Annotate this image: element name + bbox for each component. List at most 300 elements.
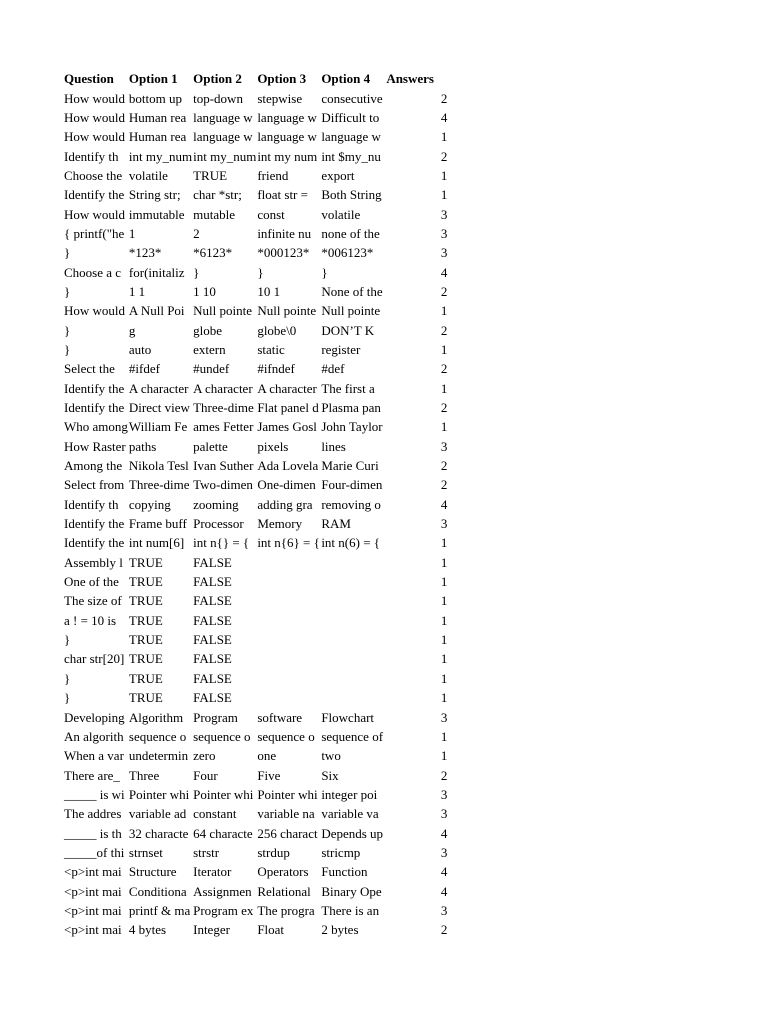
option-2-cell: int n{} = { [193,535,250,551]
option-4-cell: DON’T K [321,322,375,338]
header-option-1: Option 1 [128,71,178,87]
option-3-cell: *000123* [257,245,310,261]
option-4-cell: Depends up [321,825,384,841]
table-row [63,591,448,610]
option-2-cell: Two-dimen [193,477,253,493]
answer-cell: 2 [440,767,448,783]
table-row [63,166,448,185]
option-4-cell: stricmp [321,844,361,860]
option-2-cell: 2 [193,225,200,241]
table-row [63,611,448,630]
option-4-cell: 2 bytes [321,922,359,938]
answer-cell: 4 [440,109,448,125]
option-2-cell: language w [193,129,253,145]
table-row [63,127,448,146]
option-1-cell: Three-dime [128,477,190,493]
option-2-cell: int my_num [193,148,257,164]
answer-cell: 1 [440,167,448,183]
option-3-cell: globe\0 [257,322,297,338]
answer-cell: 2 [440,458,448,474]
answer-cell: 2 [440,922,448,938]
option-1-cell: auto [128,341,152,357]
option-2-cell: Four [193,767,218,783]
option-2-cell: Iterator [193,864,232,880]
option-3-cell: infinite nu [257,225,312,241]
option-3-cell: friend [257,167,289,183]
table-body [63,88,448,939]
option-3-cell: Pointer whi [257,786,318,802]
answer-cell: 1 [440,303,448,319]
option-3-cell [256,591,320,610]
spreadsheet [63,69,448,939]
option-4-cell: volatile [321,206,361,222]
question-cell: } [64,670,71,686]
option-1-cell: TRUE [128,593,163,609]
question-cell: The size of [64,593,122,609]
option-4-cell: Flowchart [321,709,375,725]
answer-cell: 3 [440,806,448,822]
option-1-cell: 4 bytes [128,922,167,938]
option-3-cell [256,649,320,668]
option-4-cell: Binary Ope [321,883,382,899]
table-row [63,746,448,765]
option-2-cell: 1 10 [193,283,216,299]
option-4-cell: *006123* [321,245,374,261]
question-cell: Identify the [64,516,125,532]
option-2-cell: Ivan Suther [193,458,254,474]
option-1-cell: paths [128,438,157,454]
option-1-cell: g [128,322,136,338]
option-3-cell: Null pointe [257,303,317,319]
option-4-cell [320,669,384,688]
option-3-cell [256,572,320,591]
question-cell: char str[20] [64,651,125,667]
option-2-cell: #undef [193,361,230,377]
option-1-cell: Three [128,767,160,783]
option-3-cell: 10 1 [257,283,281,299]
option-4-cell: Plasma pan [321,400,381,416]
table-row [63,533,448,552]
option-1-cell: A character [128,380,189,396]
option-3-cell: pixels [257,438,289,454]
option-4-cell [320,649,384,668]
option-4-cell [320,630,384,649]
answer-cell: 4 [440,864,448,880]
option-3-cell: software [257,709,303,725]
option-4-cell: Six [321,767,339,783]
option-4-cell [320,611,384,630]
table-row [63,881,448,900]
option-1-cell: TRUE [128,651,163,667]
option-3-cell: language w [257,129,317,145]
answer-cell: 1 [440,670,448,686]
question-cell: } [64,632,71,648]
option-2-cell: language w [193,109,253,125]
questions-table [63,69,448,939]
question-cell: When a var [64,748,124,764]
option-2-cell: FALSE [193,612,232,628]
option-4-cell: #def [321,361,345,377]
answer-cell: 2 [440,90,448,106]
question-cell: } [64,245,71,261]
option-4-cell [320,553,384,572]
answer-cell: 3 [440,516,448,532]
option-1-cell: 1 [128,225,136,241]
answer-cell: 1 [440,129,448,145]
option-2-cell: mutable [193,206,235,222]
question-cell: Identify the [64,535,125,551]
option-4-cell: none of the [321,225,380,241]
question-cell: Select from [64,477,125,493]
option-1-cell: int num[6] [128,535,185,551]
option-4-cell [320,688,384,707]
option-2-cell: sequence o [193,728,251,744]
option-2-cell: Assignmen [193,883,252,899]
table-row [63,765,448,784]
question-cell: _____ is wi [64,786,125,802]
option-3-cell: Five [257,767,281,783]
option-1-cell: immutable [128,206,185,222]
question-cell: <p>int mai [64,864,122,880]
option-3-cell: variable na [257,806,315,822]
option-1-cell: variable ad [128,806,187,822]
option-2-cell: char *str; [193,187,242,203]
option-3-cell: Ada Lovela [257,458,319,474]
answer-cell: 2 [440,322,448,338]
option-2-cell: FALSE [193,690,232,706]
option-1-cell: *123* [128,245,162,261]
option-3-cell: stepwise [257,90,303,106]
header-answers: Answers [386,71,434,87]
table-row [63,146,448,165]
answer-cell: 1 [440,612,448,628]
table-row [63,398,448,417]
option-2-cell: constant [193,806,237,822]
table-row [63,185,448,204]
option-3-cell: } [257,264,264,280]
option-4-cell: Four-dimen [321,477,383,493]
question-cell: } [64,690,71,706]
answer-cell: 2 [440,283,448,299]
option-3-cell [256,669,320,688]
question-cell: <p>int mai [64,922,122,938]
table-row [63,688,448,707]
table-row [63,514,448,533]
option-4-cell: There is an [321,902,380,918]
answer-cell: 3 [440,225,448,241]
question-cell: Choose a c [64,264,122,280]
option-4-cell: integer poi [321,786,378,802]
question-cell: An algorith [64,728,124,744]
option-3-cell: #ifndef [257,361,295,377]
option-1-cell: int my_num [128,148,193,164]
question-cell: a ! = 10 is [64,612,117,628]
question-cell: How would [64,303,126,319]
option-1-cell: Human rea [128,109,187,125]
option-3-cell [256,688,320,707]
answer-cell: 1 [440,187,448,203]
option-4-cell: The first a [321,380,375,396]
option-4-cell: Both String [321,187,382,203]
question-cell: How would [64,129,126,145]
option-1-cell: bottom up [128,90,182,106]
table-row [63,572,448,591]
option-4-cell: removing o [321,496,381,512]
question-cell: How would [64,206,126,222]
answer-cell: 3 [440,844,448,860]
option-2-cell: } [193,264,200,280]
table-row [63,707,448,726]
table-row [63,727,448,746]
table-row [63,823,448,842]
table-row [63,243,448,262]
header-option-4: Option 4 [321,71,371,87]
question-cell: The addres [64,806,122,822]
header-row [63,69,448,88]
question-cell: _____of thi [64,844,125,860]
table-row [63,340,448,359]
option-3-cell: const [257,206,285,222]
question-cell: _____ is th [64,825,122,841]
question-cell: How Raster [64,438,126,454]
answer-cell: 3 [440,438,448,454]
option-1-cell: Structure [128,864,177,880]
answer-cell: 2 [440,361,448,377]
option-1-cell: TRUE [128,612,163,628]
option-4-cell: sequence of [321,728,384,744]
option-1-cell: #ifdef [128,361,160,377]
question-cell: <p>int mai [64,902,122,918]
header-option-2: Option 2 [193,71,242,87]
option-2-cell: 64 characte [193,825,253,841]
option-4-cell: int n(6) = { [321,535,381,551]
option-1-cell: Human rea [128,129,187,145]
question-cell: How would [64,109,126,125]
table-row [63,862,448,881]
option-1-cell: printf & ma [128,902,191,918]
answer-cell: 3 [440,709,448,725]
question-cell: <p>int mai [64,883,122,899]
table-row [63,456,448,475]
option-4-cell: int $my_nu [321,148,381,164]
answer-cell: 1 [440,554,448,570]
table-row [63,224,448,243]
table-row [63,553,448,572]
option-3-cell: float str = [257,187,308,203]
answer-cell: 1 [440,419,448,435]
question-cell: Who among [64,419,128,435]
option-1-cell: TRUE [128,554,163,570]
question-cell: } [64,322,71,338]
option-1-cell: volatile [128,167,168,183]
option-4-cell: variable va [321,806,379,822]
option-4-cell [320,572,384,591]
option-2-cell: Pointer whi [193,786,254,802]
option-2-cell: strstr [193,844,220,860]
option-1-cell: TRUE [128,632,163,648]
option-2-cell: top-down [193,90,243,106]
question-cell: Identify th [64,496,119,512]
option-1-cell: Frame buff [128,516,187,532]
option-3-cell: adding gra [257,496,313,512]
option-3-cell: one [257,748,277,764]
option-3-cell: One-dimen [257,477,316,493]
answer-cell: 4 [440,825,448,841]
answer-cell: 4 [440,883,448,899]
table-row [63,108,448,127]
answer-cell: 4 [440,264,448,280]
option-2-cell: A character [193,380,253,396]
question-cell: How would [64,90,126,106]
option-3-cell: James Gosl [257,419,317,435]
answer-cell: 1 [440,651,448,667]
answer-cell: 1 [440,593,448,609]
option-2-cell: extern [193,341,226,357]
answer-cell: 3 [440,245,448,261]
option-2-cell: Program ex [193,902,254,918]
option-2-cell: Integer [193,922,230,938]
table-row [63,804,448,823]
option-3-cell: Flat panel d [257,400,319,416]
question-cell: } [64,283,71,299]
option-3-cell: The progra [257,902,315,918]
option-1-cell: A Null Poi [128,303,185,319]
option-4-cell: language w [321,129,381,145]
option-3-cell: language w [257,109,317,125]
option-2-cell: globe [193,322,222,338]
question-cell: There are_ [64,767,120,783]
option-2-cell: FALSE [193,651,232,667]
option-3-cell: Operators [257,864,309,880]
option-1-cell: TRUE [128,574,163,590]
answer-cell: 1 [440,574,448,590]
answer-cell: 1 [440,728,448,744]
option-4-cell: export [321,167,355,183]
table-row [63,204,448,223]
option-1-cell: sequence o [128,728,187,744]
option-2-cell: *6123* [193,245,233,261]
answer-cell: 1 [440,341,448,357]
option-2-cell: Program [193,709,238,725]
option-4-cell: } [321,264,328,280]
option-4-cell: Null pointe [321,303,381,319]
option-3-cell: static [257,341,285,357]
option-4-cell: consecutive [321,90,383,106]
table-row [63,262,448,281]
answer-cell: 2 [440,148,448,164]
question-cell: Identify the [64,187,125,203]
option-1-cell: Direct view [128,400,190,416]
option-4-cell: two [321,748,341,764]
answer-cell: 1 [440,535,448,551]
answer-cell: 3 [440,902,448,918]
question-cell: Identify the [64,400,125,416]
option-2-cell: FALSE [193,632,232,648]
option-3-cell: 256 charact [257,825,318,841]
option-1-cell: William Fe [128,419,188,435]
table-row [63,359,448,378]
option-1-cell: String str; [128,187,181,203]
question-cell: Developing [64,709,125,725]
header-question: Question [64,71,114,87]
option-4-cell: Marie Curi [321,458,379,474]
answer-cell: 2 [440,477,448,493]
question-cell: Select the [64,361,115,377]
option-1-cell: copying [128,496,171,512]
table-row [63,282,448,301]
option-3-cell: Relational [257,883,311,899]
option-3-cell [256,630,320,649]
option-3-cell: Float [257,922,285,938]
question-cell: Among the [64,458,123,474]
option-2-cell: zero [193,748,216,764]
question-cell: } [64,341,71,357]
answer-cell: 3 [440,206,448,222]
answer-cell: 1 [440,690,448,706]
table-row [63,669,448,688]
option-2-cell: FALSE [193,670,232,686]
question-cell: Choose the [64,167,123,183]
answer-cell: 1 [440,380,448,396]
table-row [63,920,448,939]
option-1-cell: Pointer whi [128,786,190,802]
option-4-cell: RAM [321,516,351,532]
option-4-cell: Function [321,864,368,880]
table-row [63,630,448,649]
option-4-cell: John Taylor [321,419,383,435]
answer-cell: 1 [440,632,448,648]
option-4-cell: lines [321,438,346,454]
option-1-cell: Nikola Tesl [128,458,189,474]
question-cell: Assembly l [64,554,123,570]
table-row [63,475,448,494]
table-row [63,785,448,804]
option-1-cell: strnset [128,844,163,860]
option-2-cell: FALSE [193,554,232,570]
option-1-cell: 1 1 [128,283,146,299]
answer-cell: 2 [440,400,448,416]
question-cell: { printf("he [64,225,125,241]
option-3-cell: A character [257,380,317,396]
option-3-cell: Memory [257,516,303,532]
option-2-cell: Processor [193,516,244,532]
table-row [63,437,448,456]
table-row [63,649,448,668]
option-2-cell: Three-dime [193,400,254,416]
option-2-cell: FALSE [193,574,232,590]
option-1-cell: TRUE [128,690,163,706]
table-row [63,301,448,320]
option-3-cell [256,611,320,630]
table-row [63,379,448,398]
option-1-cell: for(initaliz [128,264,185,280]
option-4-cell: register [321,341,361,357]
option-1-cell: Conditiona [128,883,187,899]
question-cell: One of the [64,574,119,590]
option-1-cell: TRUE [128,670,163,686]
option-1-cell: undetermin [128,748,189,764]
option-2-cell: zooming [193,496,239,512]
answer-cell: 4 [440,496,448,512]
option-2-cell: FALSE [193,593,232,609]
answer-cell: 1 [440,748,448,764]
table-row [63,901,448,920]
header-option-3: Option 3 [257,71,307,87]
table-row [63,320,448,339]
option-4-cell: None of the [321,283,383,299]
option-3-cell: int n{6} = { [257,535,320,551]
option-3-cell [256,553,320,572]
